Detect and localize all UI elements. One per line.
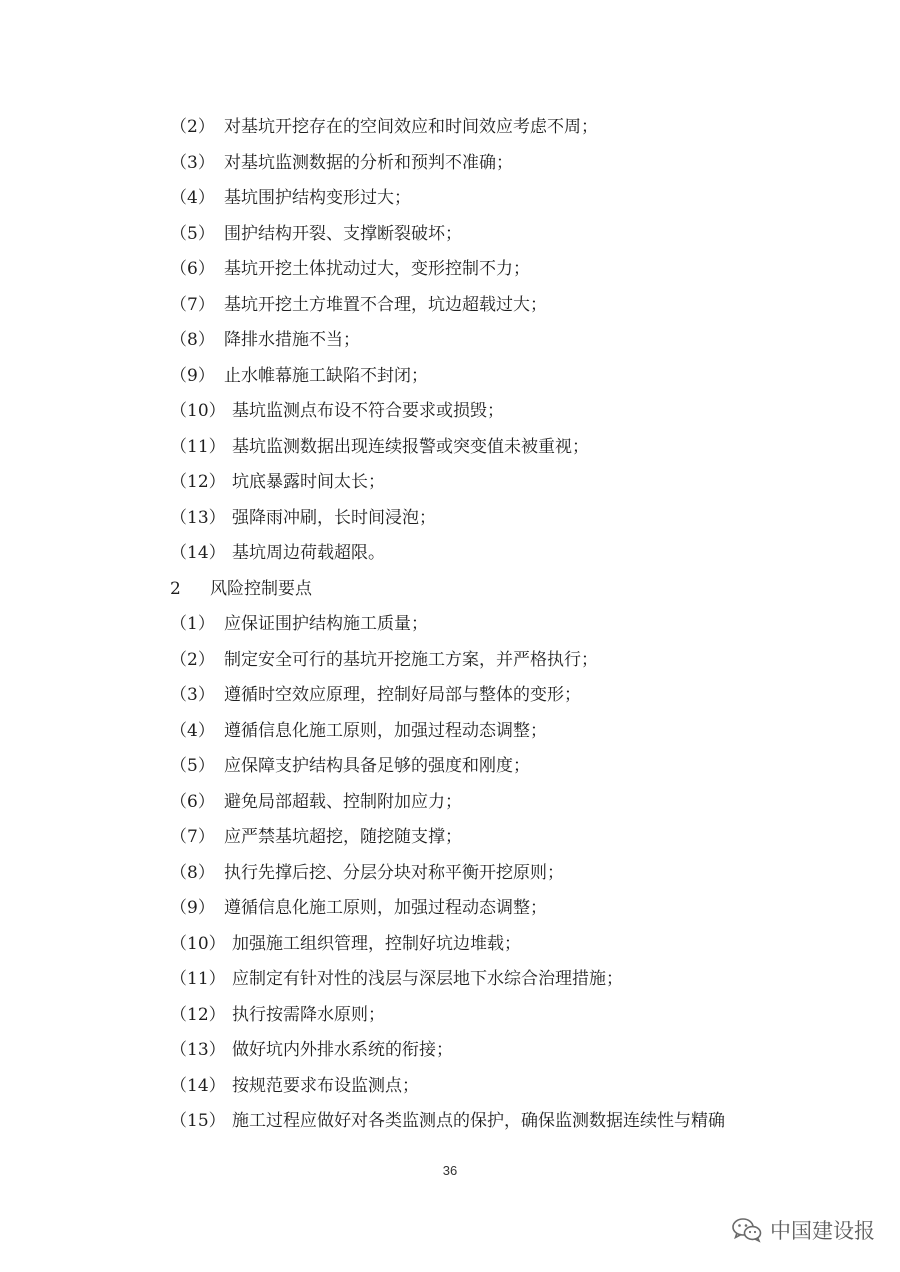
item-text: 基坑监测点布设不符合要求或损毁； — [232, 401, 504, 421]
item-text: 对基坑监测数据的分析和预判不准确； — [224, 152, 513, 173]
item-number: （1） — [170, 614, 215, 634]
item-number: （2） — [170, 117, 215, 137]
list-item — [170, 749, 870, 785]
item-number: （5） — [170, 756, 215, 776]
list-item — [170, 323, 870, 359]
item-number: （14） — [170, 1075, 226, 1096]
item-text: 按规范要求布设监测点； — [232, 1075, 419, 1096]
item-text: 强降雨冲刷，长时间浸泡； — [232, 507, 436, 528]
item-text: 遵循信息化施工原则，加强过程动态调整； — [224, 720, 547, 741]
item-text: 执行先撑后挖、分层分块对称平衡开挖原则； — [224, 862, 564, 883]
item-text: 避免局部超载、控制附加应力； — [224, 791, 462, 812]
list-item — [170, 501, 870, 537]
item-number: （11） — [170, 969, 226, 989]
item-text: 制定安全可行的基坑开挖施工方案，并严格执行； — [224, 649, 598, 670]
page-number: 36 — [442, 1163, 458, 1178]
item-text: 对基坑开挖存在的空间效应和时间效应考虑不周； — [224, 117, 598, 137]
item-text: 应保障支护结构具备足够的强度和刚度； — [224, 756, 530, 776]
item-text: 坑底暴露时间太长； — [232, 472, 385, 492]
list-item — [170, 820, 870, 856]
item-number: （12） — [170, 472, 226, 492]
list-item — [170, 465, 870, 501]
section-number: 2 — [170, 578, 181, 599]
item-text: 基坑监测数据出现连续报警或突变值未被重视； — [232, 436, 589, 457]
list-item — [170, 1104, 870, 1140]
watermark — [732, 1212, 875, 1248]
item-number: （8） — [170, 330, 215, 350]
item-number: （3） — [170, 685, 215, 705]
list-item — [170, 181, 870, 217]
list-item — [170, 394, 870, 430]
list-item — [170, 998, 870, 1034]
list-item — [170, 607, 870, 643]
item-number: （12） — [170, 1004, 226, 1025]
item-number: （11） — [170, 436, 226, 457]
item-number: （5） — [170, 223, 215, 244]
list-item — [170, 927, 870, 963]
item-text: 应保证围护结构施工质量； — [224, 614, 428, 634]
item-number: （15） — [170, 1111, 226, 1131]
item-number: （13） — [170, 507, 226, 528]
item-text: 降排水措施不当； — [224, 330, 360, 350]
list-item — [170, 891, 870, 927]
item-number: （6） — [170, 259, 215, 279]
item-number: （7） — [170, 827, 215, 847]
list-item — [170, 856, 870, 892]
section-heading — [170, 572, 870, 608]
item-text: 加强施工组织管理，控制好坑边堆载； — [232, 933, 521, 954]
list-item — [170, 1033, 870, 1069]
item-text: 做好坑内外排水系统的衔接； — [232, 1040, 453, 1060]
list-item — [170, 146, 870, 182]
item-text: 执行按需降水原则； — [232, 1004, 385, 1025]
item-number: （14） — [170, 543, 226, 563]
section-title: 风险控制要点 — [210, 578, 312, 599]
item-text: 应严禁基坑超挖，随挖随支撑； — [224, 827, 462, 847]
item-text: 围护结构开裂、支撑断裂破坏； — [224, 223, 462, 244]
list-item — [170, 288, 870, 324]
item-text: 施工过程应做好对各类监测点的保护，确保监测数据连续性与精确 — [232, 1111, 725, 1131]
item-text: 基坑周边荷载超限。 — [232, 543, 385, 563]
list-item — [170, 359, 870, 395]
list-item — [170, 430, 870, 466]
item-number: （2） — [170, 649, 215, 670]
list-item — [170, 962, 870, 998]
list-item — [170, 217, 870, 253]
item-number: （4） — [170, 188, 215, 208]
item-number: （10） — [170, 933, 226, 954]
item-text: 基坑开挖土方堆置不合理，坑边超载过大； — [224, 294, 547, 315]
item-number: （6） — [170, 791, 215, 812]
item-number: （9） — [170, 898, 215, 918]
item-number: （8） — [170, 862, 215, 883]
item-number: （3） — [170, 152, 215, 173]
item-text: 遵循信息化施工原则，加强过程动态调整； — [224, 898, 547, 918]
list-item — [170, 110, 870, 146]
list-item — [170, 785, 870, 821]
item-text: 基坑开挖土体扰动过大，变形控制不力； — [224, 259, 530, 279]
document-body — [170, 110, 870, 1140]
list-item — [170, 643, 870, 679]
watermark-text: 中国建设报 — [770, 1219, 875, 1243]
item-text: 遵循时空效应原理，控制好局部与整体的变形； — [224, 685, 581, 705]
item-number: （13） — [170, 1040, 226, 1060]
item-number: （9） — [170, 365, 215, 386]
wechat-icon — [732, 1217, 762, 1243]
item-text: 应制定有针对性的浅层与深层地下水综合治理措施； — [232, 969, 623, 989]
item-text: 基坑围护结构变形过大； — [224, 188, 411, 208]
item-number: （4） — [170, 720, 215, 741]
list-item — [170, 252, 870, 288]
item-text: 止水帷幕施工缺陷不封闭； — [224, 365, 428, 386]
list-item — [170, 678, 870, 714]
list-item — [170, 1069, 870, 1105]
list-item — [170, 536, 870, 572]
item-number: （10） — [170, 401, 226, 421]
item-number: （7） — [170, 294, 215, 315]
list-item — [170, 714, 870, 750]
